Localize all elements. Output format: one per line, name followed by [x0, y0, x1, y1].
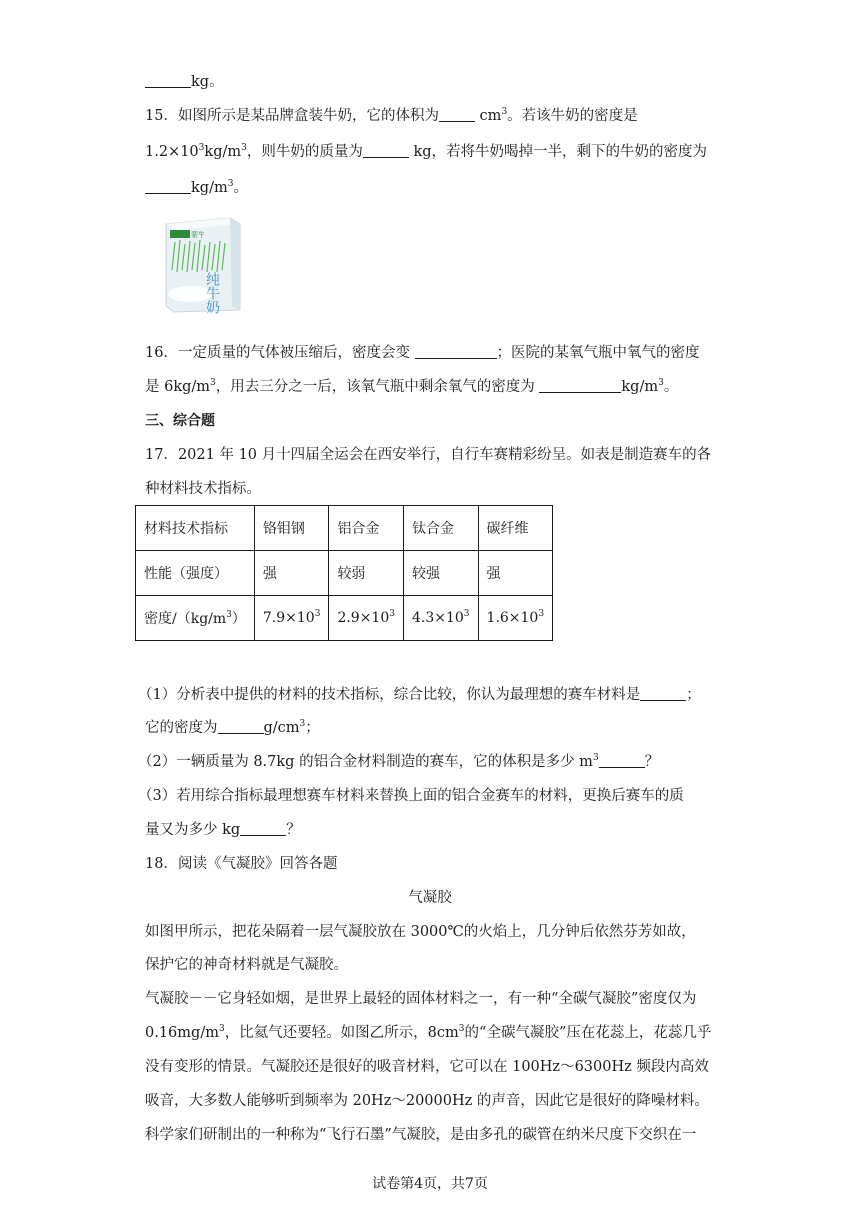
material-spec-table [135, 505, 553, 641]
table-cell: 碳纤维 [478, 506, 553, 551]
q17-part3-line-1: （3）若用综合指标最理想赛车材料来替换上面的铝合金赛车的材料，更换后赛车的质 [138, 788, 684, 804]
answer-blank-volume[interactable] [439, 107, 475, 122]
answer-blank-material[interactable] [640, 686, 686, 701]
table-cell: 较强 [403, 551, 478, 596]
table-cell: 强 [478, 551, 553, 596]
q17-line-1: 17．2021 年 10 月十四届全运会在西安举行，自行车赛精彩纷呈。如表是制造赛车的各 [145, 447, 712, 463]
table-cell: $7.9\times 10^3$ [254, 596, 329, 641]
answer-blank-mass[interactable] [363, 143, 409, 158]
table-cell: 铬钼钢 [254, 506, 329, 551]
answer-blank-volume-m3[interactable] [599, 753, 645, 768]
answer-blank-change[interactable] [415, 344, 497, 359]
q17-part1-line-2: 它的密度为 $g/cm^3$； [145, 719, 320, 736]
page-footer: 试卷第4页，共7页 [372, 1176, 488, 1192]
article-title: 气凝胶 [408, 890, 452, 906]
answer-blank-oxygen[interactable] [539, 378, 621, 393]
q15-line-3: $kg/m^3$。 [145, 178, 745, 198]
table-cell: 强 [254, 551, 329, 596]
table-cell: $4.3\times 10^3$ [403, 596, 478, 641]
q14-tail-line: kg。 [145, 72, 745, 92]
section-heading: 三、综合题 [145, 413, 215, 429]
article-p2-line-1: 气凝胶－－它身轻如烟，是世界上最轻的固体材料之一，有一种“全碳气凝胶”密度仅为 [145, 991, 697, 1007]
milk-product-text: 纯牛奶 [204, 272, 220, 314]
q18-line: 18．阅读《气凝胶》回答各题 [145, 856, 338, 872]
table-cell: 钛合金 [403, 506, 478, 551]
q15-line-1: 15．如图所示是某品牌盒装牛奶，它的体积为 $cm^3$。若该牛奶的密度是 [145, 107, 638, 124]
table-cell: $2.9\times 10^3$ [329, 596, 404, 641]
table-cell: 性能（强度） [136, 551, 255, 596]
q16-line-1: 16．一定质量的气体被压缩后，密度会变 ；医院的某氧气瓶中氧气的密度 [145, 345, 700, 361]
article-p1-line-1: 如图甲所示，把花朵隔着一层气凝胶放在 3000℃的火焰上，几分钟后依然芬芳如故， [145, 924, 696, 940]
milk-carton-image [160, 212, 244, 314]
q15-line-2: $1.2\times 10^3kg/m^3$，则牛奶的质量为 kg，若将牛奶喝掉一半，剩下的牛奶的密度为 [145, 143, 708, 160]
table-cell: $1.6\times 10^3$ [478, 596, 553, 641]
q16-line-2: 是 $6kg/m^3$，用去三分之一后，该氧气瓶中剩余氧气的密度为 $kg/m^3$。 [145, 378, 679, 395]
q17-line-2: 种材料技术指标。 [145, 481, 261, 497]
q17-part1-line-1: （1）分析表中提供的材料的技术指标，综合比较，你认为最理想的赛车材料是 ； [138, 687, 701, 703]
table-row [136, 551, 553, 596]
answer-blank[interactable] [145, 73, 191, 88]
answer-blank-new-mass[interactable] [240, 821, 286, 836]
article-p2-line-3: 没有变形的情景。气凝胶还是很好的吸音材料，它可以在 100Hz～6300Hz 频段内高效 [145, 1059, 709, 1075]
table-row [136, 506, 553, 551]
table-cell: 材料技术指标 [136, 506, 255, 551]
milk-brand-label: 蒙牛 [191, 231, 205, 239]
q17-part3-line-2: 量又为多少 kg ？ [145, 822, 301, 838]
table-row [136, 596, 553, 641]
article-p2-line-2: $0.16mg/m^3$，比氦气还要轻。如图乙所示，$8cm^3$的“全碳气凝胶”压在花蕊上，花蕊几乎 [145, 1024, 712, 1041]
table-cell: 铝合金 [329, 506, 404, 551]
article-p2-line-5: 科学家们研制出的一种称为“飞行石墨”气凝胶，是由多孔的碳管在纳米尺度下交织在一 [145, 1127, 697, 1143]
table-cell: 较弱 [329, 551, 404, 596]
answer-blank-gcm3[interactable] [218, 719, 264, 734]
q17-part2-line: （2）一辆质量为 8.7kg 的铝合金材料制造的赛车，它的体积是多少 $m^3$ ？ [138, 753, 660, 770]
article-p1-line-2: 保护它的神奇材料就是气凝胶。 [145, 957, 348, 973]
answer-blank-density[interactable] [145, 179, 191, 194]
article-p2-line-4: 吸音，大多数人能够听到频率为 20Hz～20000Hz 的声音，因此它是很好的降噪材料。 [145, 1093, 709, 1109]
table-cell: 密度$/(kg/m^3)$ [136, 596, 255, 641]
